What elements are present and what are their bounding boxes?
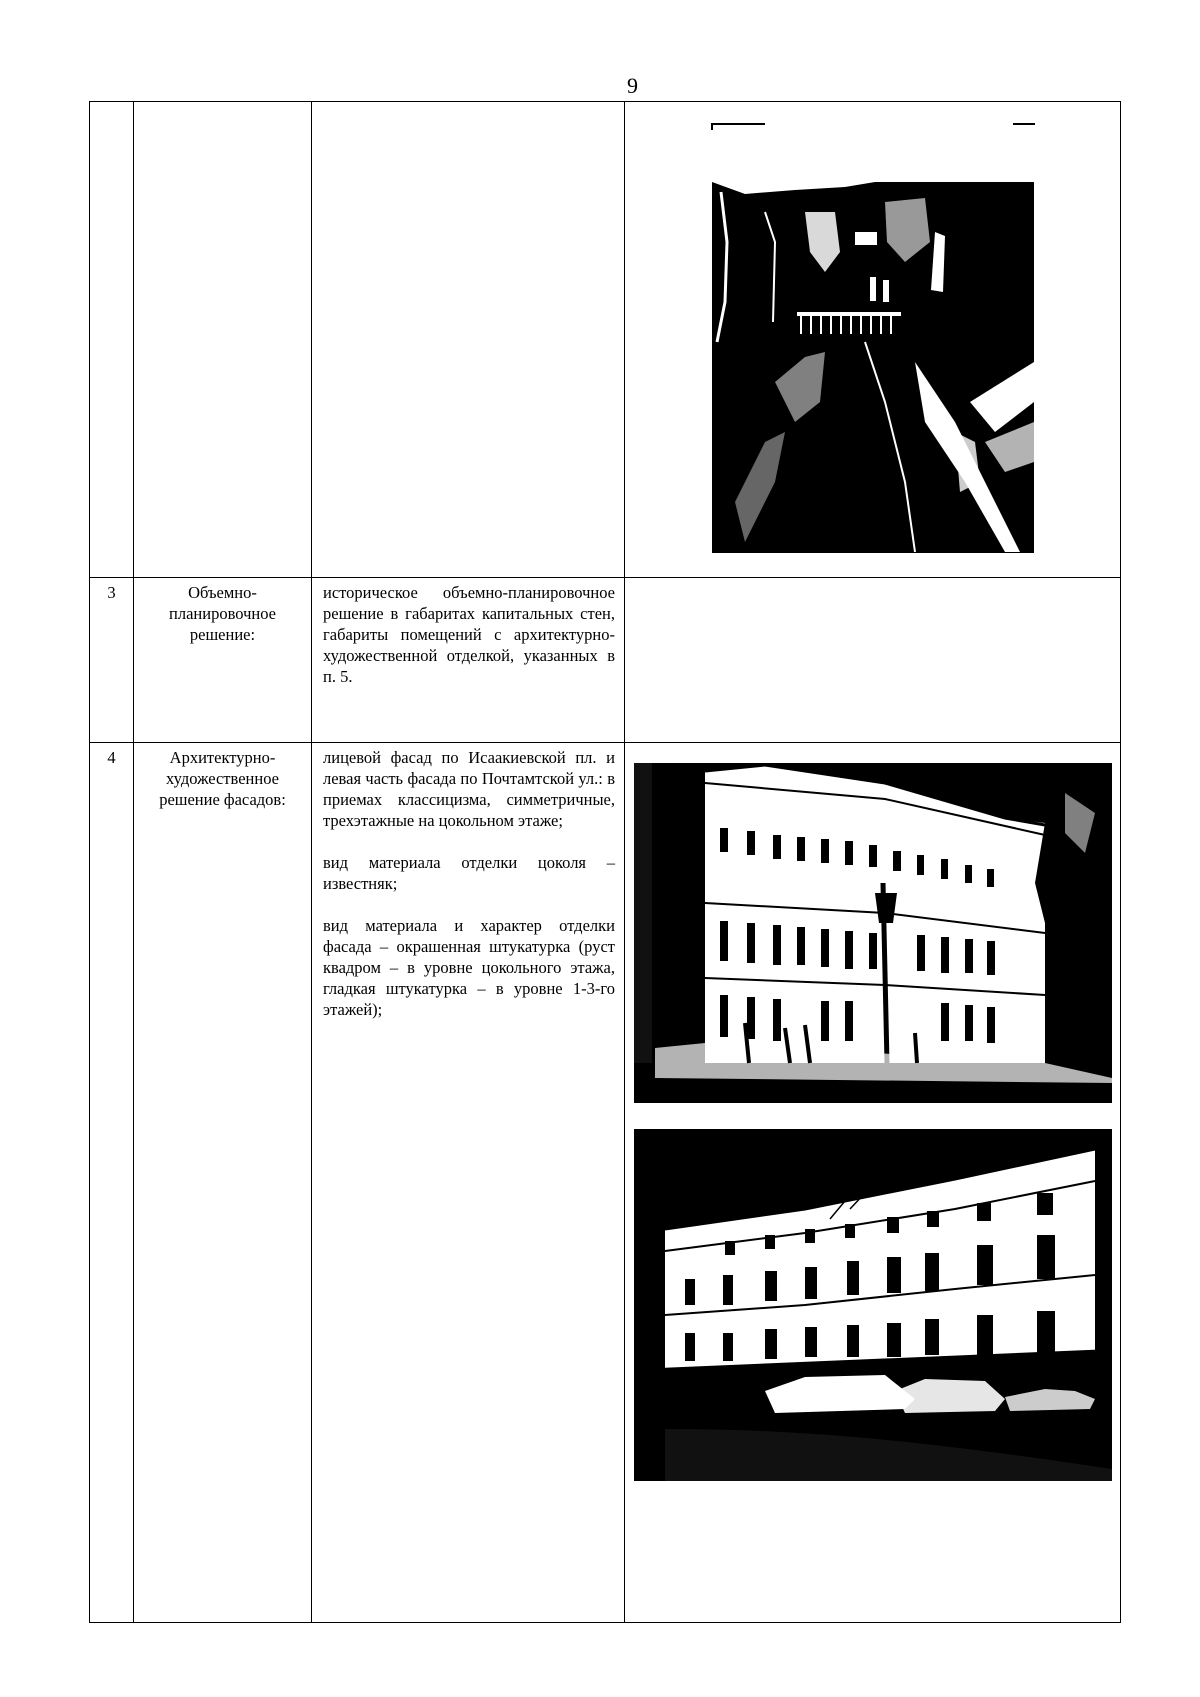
courtyard-photo — [625, 102, 1121, 576]
table-row-item-3 — [90, 578, 1121, 743]
row-number-cell: 4 — [90, 743, 134, 1623]
description-paragraph: лицевой фасад по Исаакиевской пл. и левая часть фасада по Почтамтской ул.: в приемах классицизма, симметричные, трехэтажные на цокольном этаже; — [323, 748, 615, 830]
table-row-item-4 — [90, 743, 1121, 1623]
row-name-cell: Архитектурно-художественное решение фасадов: — [134, 743, 312, 1623]
photo-cell — [625, 743, 1121, 1623]
description-paragraph: вид материала отделки цоколя – известняк; — [323, 853, 615, 893]
row-description-cell — [312, 578, 625, 743]
description-paragraph: историческое объемно-планировочное решение в габаритах капитальных стен, габариты помещений с архитектурно-художественной отделкой, указанных в п. 5. — [323, 583, 615, 686]
photo-cell — [625, 102, 1121, 578]
page-number: 9 — [627, 73, 638, 98]
table-row-continuation — [90, 102, 1121, 578]
photo-cell-empty — [625, 578, 1121, 743]
facade-photo-pochtamtskaya — [625, 1129, 1121, 1489]
row-description-cell — [312, 102, 625, 578]
description-paragraph: вид материала и характер отделки фасада – окрашенная штукатурка (руст квадром – в уровне цокольного этажа, гладкая штукатурка – в уровне 1-3-го этажей); — [323, 916, 615, 1019]
document-table — [89, 101, 1121, 1623]
facade-photo-isaakievskaya — [625, 763, 1121, 1129]
row-number-cell — [90, 102, 134, 578]
row-number-cell: 3 — [90, 578, 134, 743]
row-description-cell — [312, 743, 625, 1623]
row-name-cell: Объемно-планировочное решение: — [134, 578, 312, 743]
row-name-cell — [134, 102, 312, 578]
